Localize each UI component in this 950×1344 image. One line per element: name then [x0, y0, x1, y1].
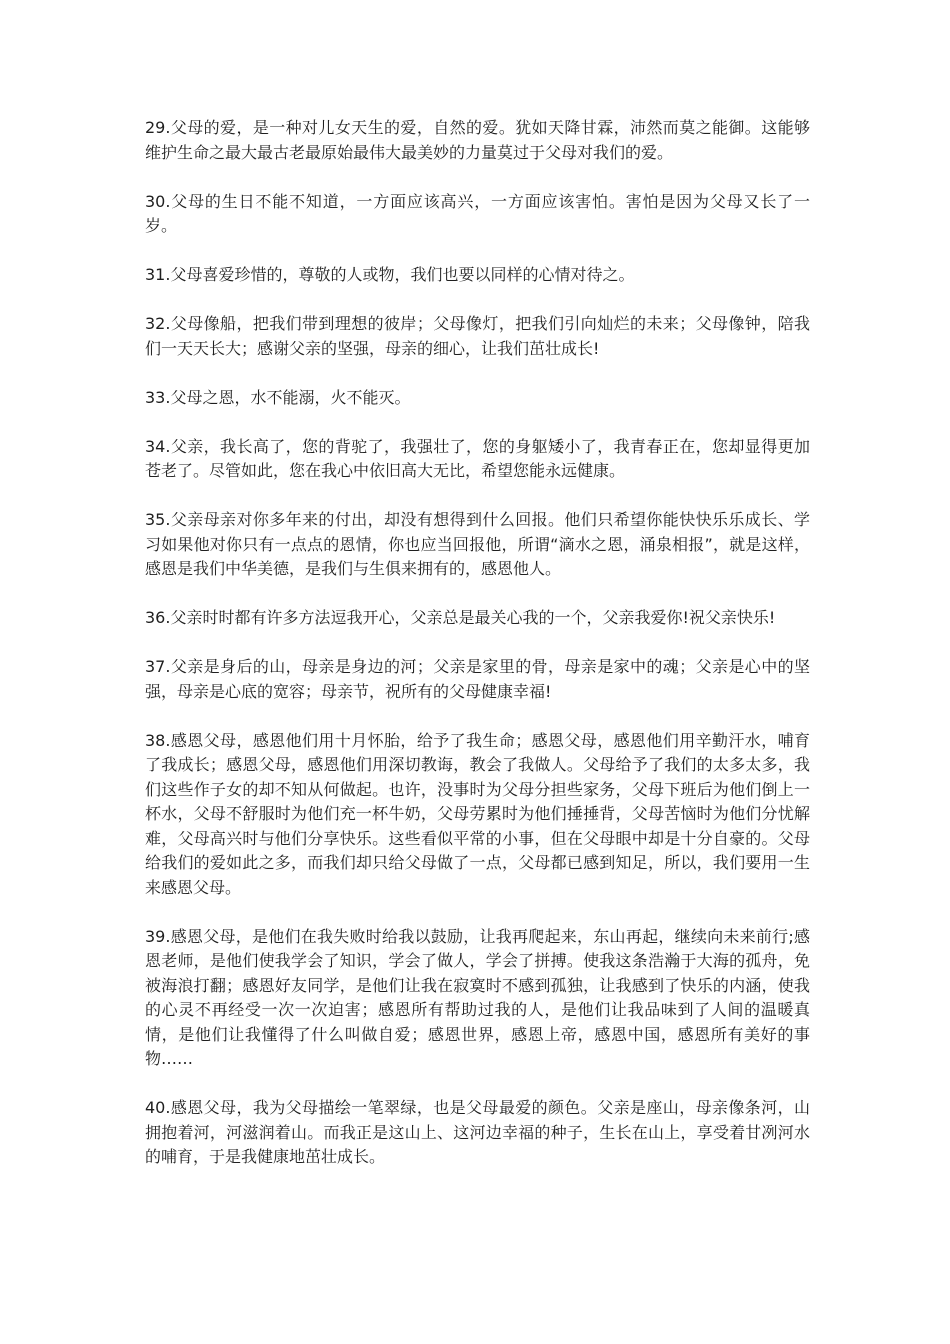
paragraph-35: 35.父亲母亲对你多年来的付出，却没有想得到什么回报。他们只希望你能快快乐乐成长、学习如果他对你只有一点点的恩情，你也应当回报他，所谓“滴水之恩，涌泉相报”，就是这样，感恩是我们中华美德，是我们与生俱来拥有的，感恩他人。 — [145, 510, 810, 578]
paragraph-39: 39.感恩父母，是他们在我失败时给我以鼓励，让我再爬起来，东山再起，继续向未来前行;感恩老师，是他们使我学会了知识，学会了做人，学会了拼搏。使我这条浩瀚于大海的孤舟，免被海浪打翻；感恩好友同学，是他们让我在寂寞时不感到孤独，让我感到了快乐的内涵，使我的心灵不再经受一次一次迫害；感恩所有帮助过我的人，是他们让我品味到了人间的温暖真情，是他们让我懂得了什么叫做自爱；感恩世界，感恩上帝，感恩中国，感恩所有美好的事物…… — [145, 926, 810, 1068]
paragraph-36: 36.父亲时时都有许多方法逗我开心，父亲总是最关心我的一个，父亲我爱你!祝父亲快乐! — [145, 608, 776, 627]
paragraph-32: 32.父母像船，把我们带到理想的彼岸；父母像灯，把我们引向灿烂的未来；父母像钟，陪我们一天天长大；感谢父亲的坚强，母亲的细心，让我们茁壮成长! — [145, 314, 810, 358]
paragraph-40: 40.感恩父母，我为父母描绘一笔翠绿，也是父母最爱的颜色。父亲是座山，母亲像条河，山拥抱着河，河滋润着山。而我正是这山上、这河边幸福的种子，生长在山上，享受着甘冽河水的哺育，于是我健康地茁壮成长。 — [145, 1098, 810, 1166]
paragraph-37: 37.父亲是身后的山，母亲是身边的河；父亲是家里的骨，母亲是家中的魂；父亲是心中的坚强，母亲是心底的宽容；母亲节，祝所有的父母健康幸福! — [145, 657, 810, 701]
paragraph-31: 31.父母喜爱珍惜的，尊敬的人或物，我们也要以同样的心情对待之。 — [145, 265, 635, 284]
paragraph-30: 30.父母的生日不能不知道，一方面应该高兴，一方面应该害怕。害怕是因为父母又长了一岁。 — [145, 191, 810, 235]
paragraph-34: 34.父亲，我长高了，您的背驼了，我强壮了，您的身躯矮小了，我青春正在，您却显得更加苍老了。尽管如此，您在我心中依旧高大无比，希望您能永远健康。 — [145, 436, 810, 480]
paragraph-29: 29.父母的爱，是一种对儿女天生的爱，自然的爱。犹如天降甘霖，沛然而莫之能御。这能够维护生命之最大最古老最原始最伟大最美妙的力量莫过于父母对我们的爱。 — [145, 118, 810, 162]
paragraph-33: 33.父母之恩，水不能溺，火不能灭。 — [145, 387, 411, 407]
document-body — [145, 116, 810, 1194]
paragraph-38: 38.感恩父母，感恩他们用十月怀胎，给予了我生命；感恩父母，感恩他们用辛勤汗水，哺育了我成长；感恩父母，感恩他们用深切教诲，教会了我做人。父母给予了我们的太多太多，我们这些作子女的却不知从何做起。也许，没事时为父母分担些家务，父母下班后为他们倒上一杯水，父母不舒服时为他们充一杯牛奶，父母劳累时为他们捶捶背，父母苦恼时为他们分忧解难，父母高兴时与他们分享快乐。这些看似平常的小事，但在父母眼中却是十分自豪的。父母给我们的爱如此之多，而我们却只给父母做了一点，父母都已感到知足，所以，我们要用一生来感恩父母。 — [145, 730, 810, 897]
